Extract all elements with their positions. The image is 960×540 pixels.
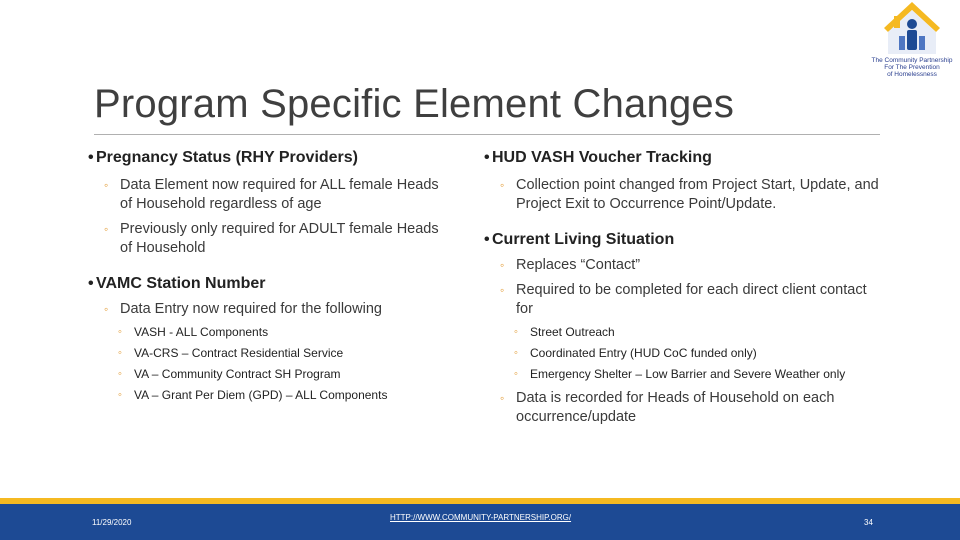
sub-bullet-item: ◦ Coordinated Entry (HUD CoC funded only) [484,343,884,364]
title-divider [94,134,880,135]
bullet-item: ◦ Collection point changed from Project Start, Update, and Project Exit to Occurrence Point/Update. [484,176,884,214]
section-heading: • HUD VASH Voucher Tracking [484,148,884,168]
section-heading: • VAMC Station Number [88,274,448,294]
slide-title: Program Specific Element Changes [94,82,735,126]
bullet-item: ◦ Data is recorded for Heads of Household on each occurrence/update [484,389,884,427]
page-number: 34 [864,518,873,527]
right-column [484,148,884,427]
sub-bullet-item: ◦ Street Outreach [484,322,884,343]
logo-text [866,57,958,78]
sub-bullet-item: ◦ VA-CRS – Contract Residential Service [88,343,448,364]
sub-bullet-item: ◦ Emergency Shelter – Low Barrier and Severe Weather only [484,364,884,385]
sub-bullet-item: ◦ VASH - ALL Components [88,322,448,343]
section-heading: • Pregnancy Status (RHY Providers) [88,148,448,168]
bullet-item: ◦ Previously only required for ADULT female Heads of Household [88,220,448,258]
sub-bullet-item: ◦ VA – Community Contract SH Program [88,364,448,385]
bullet-item: ◦ Replaces “Contact” [484,256,884,275]
logo-text-line: of Homelessness [887,71,937,78]
footer-bar [0,504,960,540]
bullet-item: ◦ Data Entry now required for the following [88,300,448,319]
left-column [88,148,448,406]
logo-text-line: The Community Partnership [871,57,953,64]
footer-date: 11/29/2020 [92,518,132,527]
section-heading: • Current Living Situation [484,230,884,250]
bullet-item: ◦ Required to be completed for each direct client contact for [484,281,884,319]
bullet-item: ◦ Data Element now required for ALL female Heads of Household regardless of age [88,176,448,214]
sub-bullet-item: ◦ VA – Grant Per Diem (GPD) – ALL Components [88,385,448,406]
logo-text-line: For The Prevention [884,64,940,71]
footer-website-link[interactable]: HTTP://WWW.COMMUNITY-PARTNERSHIP.ORG/ [390,513,572,522]
